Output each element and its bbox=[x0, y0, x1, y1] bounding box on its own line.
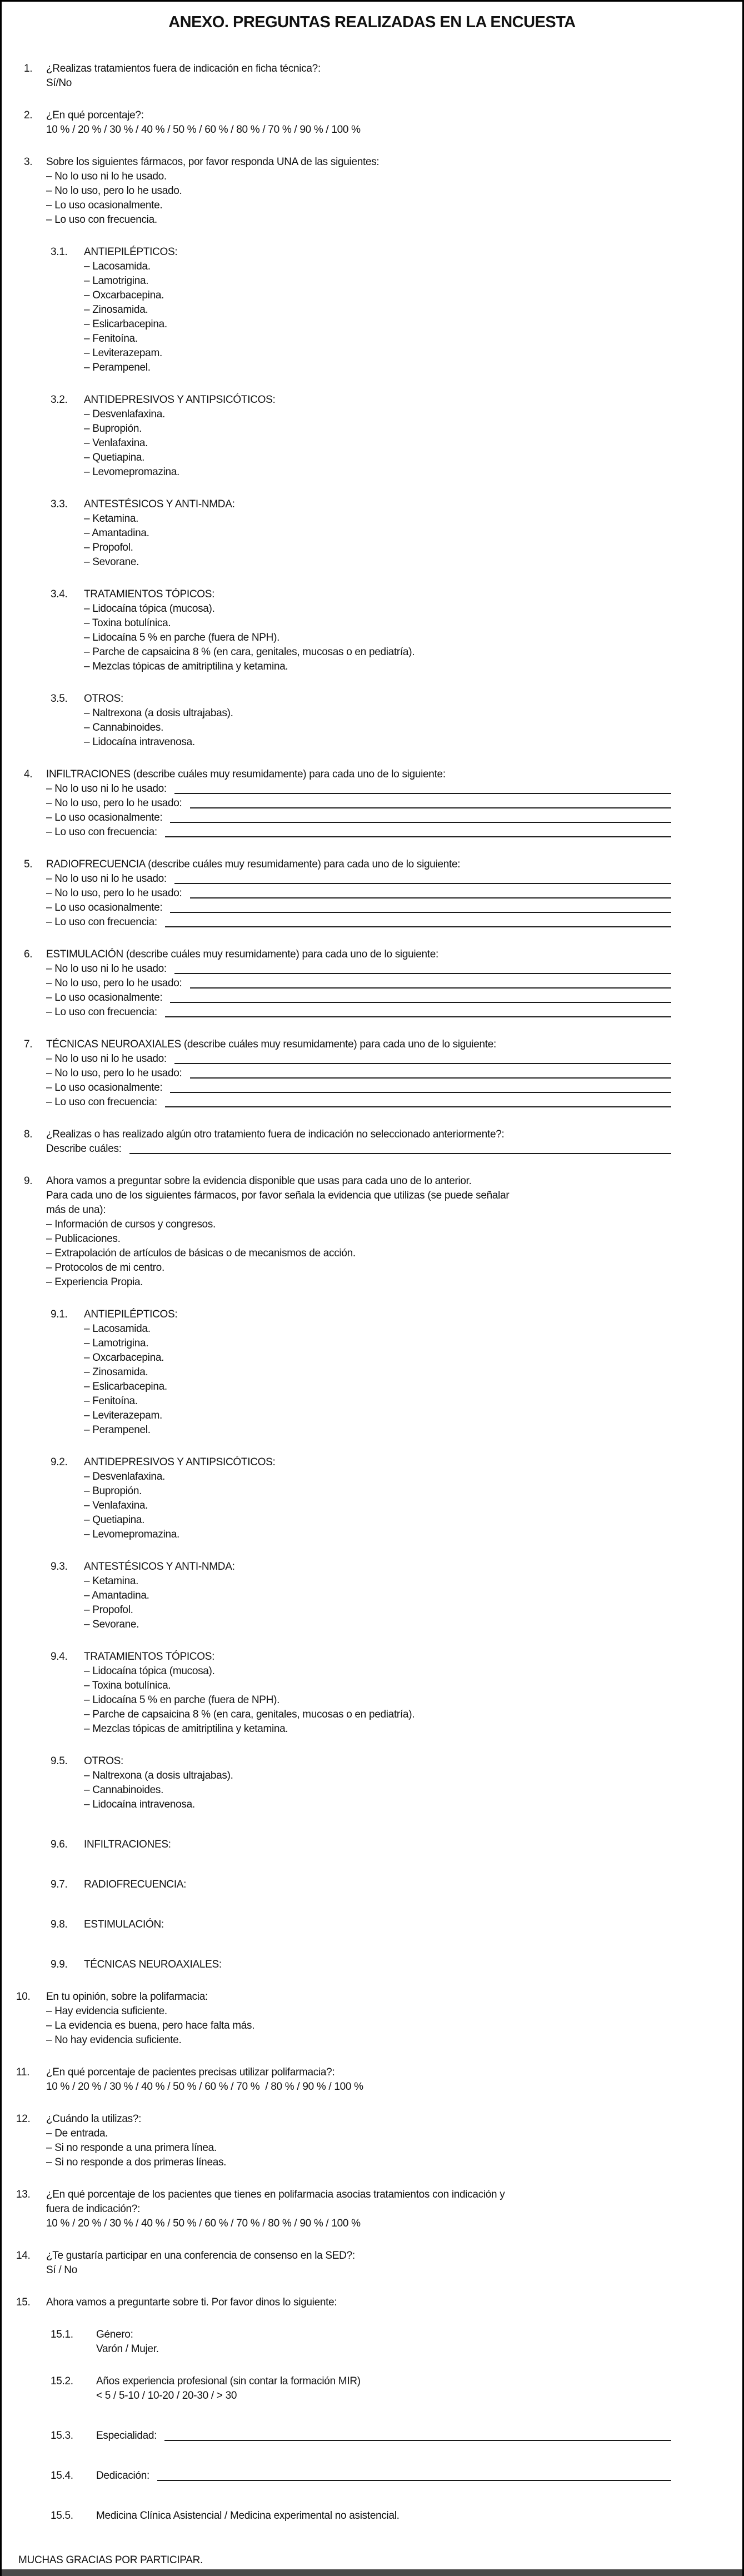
option-line: – No lo uso, pero lo he usado. bbox=[46, 185, 182, 197]
fill-in-label: – Lo uso ocasionalmente: bbox=[46, 902, 163, 913]
percentage-options: 10 % / 20 % / 30 % / 40 % / 50 % / 60 % / 70 % / 80 % / 90 % / 100 % bbox=[46, 2081, 363, 2093]
subsection-title: TÉCNICAS NEUROAXIALES: bbox=[84, 1959, 222, 1970]
drug-item: – Lidocaína 5 % en parche (fuera de NPH). bbox=[84, 1694, 280, 1706]
subsection-number: 3.3. bbox=[51, 498, 68, 510]
question-text: Sobre los siguientes fármacos, por favor responda UNA de las siguientes: bbox=[46, 156, 380, 168]
drug-item: – Venlafaxina. bbox=[84, 437, 148, 449]
page-title: ANEXO. PREGUNTAS REALIZADAS EN LA ENCUESTA bbox=[168, 13, 576, 31]
question-9 bbox=[24, 1174, 720, 1290]
question-1 bbox=[24, 62, 720, 91]
question-13 bbox=[16, 2188, 720, 2231]
question-text: ¿Te gustaría participar en una conferencia de consenso en la SED?: bbox=[46, 2250, 355, 2262]
drug-item: – Lamotrigina. bbox=[84, 275, 149, 287]
fill-in-label: – Lo uso ocasionalmente: bbox=[46, 1082, 163, 1094]
subsection-title: OTROS: bbox=[84, 693, 124, 705]
document-content bbox=[2, 2, 742, 2568]
question-number: 12. bbox=[16, 2113, 31, 2125]
question-text: ¿En qué porcentaje de pacientes precisas utilizar polifarmacia?: bbox=[46, 2066, 335, 2078]
question-number: 13. bbox=[16, 2189, 31, 2200]
subsection-number: 9.5. bbox=[51, 1755, 68, 1767]
question-7 bbox=[24, 1037, 720, 1110]
question-text: RADIOFRECUENCIA (describe cuáles muy resumidamente) para cada uno de lo siguiente: bbox=[46, 858, 461, 870]
subsection-number: 9.3. bbox=[51, 1561, 68, 1572]
fill-in-label: – No lo uso ni lo he usado: bbox=[46, 783, 167, 795]
fill-in-line bbox=[24, 1081, 720, 1095]
drug-item: – Ketamina. bbox=[84, 513, 139, 525]
subsection-heading bbox=[24, 2328, 720, 2342]
drug-item: – Eslicarbacepina. bbox=[84, 1381, 167, 1392]
drug-item: – Desvenlafaxina. bbox=[84, 1471, 165, 1482]
fill-in-label: – Lo uso con frecuencia: bbox=[46, 1096, 157, 1108]
question-3 bbox=[24, 155, 720, 227]
question-number: 3. bbox=[24, 156, 33, 168]
drug-item: – Lamotrigina. bbox=[84, 1337, 149, 1349]
subsection-title: Años experiencia profesional (sin contar la formación MIR) bbox=[96, 2375, 361, 2387]
subsection-15-1 bbox=[24, 2328, 720, 2357]
question-text: ESTIMULACIÓN (describe cuáles muy resumidamente) para cada uno de lo siguiente: bbox=[46, 948, 439, 960]
question-text: En tu opinión, sobre la polifarmacia: bbox=[46, 1991, 208, 2003]
fill-in-label: – No lo uso, pero lo he usado: bbox=[46, 797, 182, 809]
fill-in-line bbox=[24, 1005, 720, 1020]
subsection-3-5 bbox=[24, 692, 720, 750]
drug-item: – Propofol. bbox=[84, 542, 133, 553]
drug-item: – Toxina botulínica. bbox=[84, 617, 171, 629]
question-number: 14. bbox=[16, 2250, 31, 2262]
drug-item: – Cannabinoides. bbox=[84, 722, 164, 733]
fill-in-label: – Lo uso con frecuencia: bbox=[46, 916, 157, 928]
question-number: 11. bbox=[16, 2066, 30, 2078]
subsection-heading bbox=[24, 1307, 720, 1322]
option-line: – Hay evidencia suficiente. bbox=[46, 2005, 167, 2017]
question-number: 5. bbox=[24, 858, 33, 870]
subsection-title: TRATAMIENTOS TÓPICOS: bbox=[84, 588, 215, 600]
subsection-number: 9.9. bbox=[51, 1959, 68, 1970]
subsection-number: 3.1. bbox=[51, 246, 68, 258]
blank-underline bbox=[170, 911, 671, 913]
subsection-number: 9.4. bbox=[51, 1651, 68, 1663]
subsection-heading bbox=[24, 497, 720, 512]
fill-in-label: Describe cuáles: bbox=[46, 1143, 122, 1155]
subsection-heading bbox=[24, 1754, 720, 1769]
question-10 bbox=[16, 1990, 720, 2048]
question-line bbox=[16, 2112, 720, 2126]
question-line bbox=[16, 2188, 720, 2202]
fill-in-line bbox=[24, 901, 720, 915]
fill-in-line bbox=[24, 886, 720, 901]
question-line bbox=[16, 2295, 720, 2310]
subsection-title: Género: bbox=[96, 2329, 133, 2340]
question-text-continued: Para cada uno de los siguientes fármacos, por favor señala la evidencia que utilizas (se puede señalar bbox=[46, 1190, 510, 1201]
answer-options: < 5 / 5-10 / 10-20 / 20-30 / > 30 bbox=[96, 2390, 237, 2402]
fill-in-line bbox=[24, 1052, 720, 1066]
blank-underline bbox=[190, 987, 671, 989]
subsection-3-1 bbox=[24, 245, 720, 375]
option-line: – Protocolos de mi centro. bbox=[46, 1262, 164, 1274]
subsection-title: ANTIDEPRESIVOS Y ANTIPSICÓTICOS: bbox=[84, 1456, 276, 1468]
subsection-3-3 bbox=[24, 497, 720, 570]
drug-item: – Leviterazepam. bbox=[84, 1410, 162, 1421]
subsection-title: ANTIDEPRESIVOS Y ANTIPSICÓTICOS: bbox=[84, 394, 276, 406]
percentage-options: 10 % / 20 % / 30 % / 40 % / 50 % / 60 % / 80 % / 70 % / 90 % / 100 % bbox=[46, 124, 361, 136]
question-line bbox=[16, 2249, 720, 2263]
subsection-title: ANTIEPILÉPTICOS: bbox=[84, 1309, 178, 1320]
subsection-9-6 bbox=[24, 1838, 720, 1852]
option-line: – Lo uso ocasionalmente. bbox=[46, 199, 163, 211]
question-line bbox=[24, 947, 720, 962]
question-6 bbox=[24, 947, 720, 1020]
drug-item: – Mezclas tópicas de amitriptilina y ketamina. bbox=[84, 661, 288, 672]
drug-item: – Levomepromazina. bbox=[84, 466, 180, 478]
question-number: 4. bbox=[24, 768, 33, 780]
bottom-scan-edge bbox=[0, 2569, 744, 2576]
question-text: Ahora vamos a preguntar sobre la evidencia disponible que usas para cada uno de lo anterior. bbox=[46, 1175, 472, 1187]
drug-item: – Propofol. bbox=[84, 1604, 133, 1616]
subsection-title: TRATAMIENTOS TÓPICOS: bbox=[84, 1651, 215, 1663]
drug-item: – Lidocaína intravenosa. bbox=[84, 736, 195, 748]
drug-item: – Quetiapina. bbox=[84, 452, 145, 463]
subsection-number: 15.3. bbox=[51, 2430, 73, 2442]
question-5 bbox=[24, 857, 720, 930]
fill-in-label: – Lo uso ocasionalmente: bbox=[46, 812, 163, 823]
drug-item: – Mezclas tópicas de amitriptilina y ketamina. bbox=[84, 1723, 288, 1735]
blank-underline bbox=[174, 1062, 671, 1064]
question-text: TÉCNICAS NEUROAXIALES (describe cuáles muy resumidamente) para cada uno de lo siguiente: bbox=[46, 1039, 496, 1050]
subsection-title: RADIOFRECUENCIA: bbox=[84, 1879, 187, 1890]
blank-underline bbox=[190, 807, 671, 808]
subsection-9-4 bbox=[24, 1650, 720, 1736]
drug-item: – Venlafaxina. bbox=[84, 1500, 148, 1511]
subsection-number: 9.2. bbox=[51, 1456, 68, 1468]
subsection-number: 3.4. bbox=[51, 588, 68, 600]
question-14 bbox=[16, 2249, 720, 2278]
fill-in-line bbox=[24, 1066, 720, 1081]
fill-in-line bbox=[24, 782, 720, 796]
subsection-9-1 bbox=[24, 1307, 720, 1437]
fill-in-line bbox=[24, 872, 720, 886]
subsection-number: 15.1. bbox=[51, 2329, 73, 2340]
subsection-9-5 bbox=[24, 1754, 720, 1812]
subsection-15-2 bbox=[24, 2374, 720, 2403]
drug-item: – Parche de capsaicina 8 % (en cara, genitales, mucosas o en pediatría). bbox=[84, 646, 415, 658]
answer-options: Varón / Mujer. bbox=[96, 2343, 159, 2355]
blank-underline bbox=[174, 882, 671, 884]
fill-in-line bbox=[24, 1095, 720, 1110]
subsection-heading bbox=[24, 1838, 720, 1852]
subsection-title: OTROS: bbox=[84, 1755, 124, 1767]
subsection-title: ESTIMULACIÓN: bbox=[84, 1919, 164, 1930]
blank-underline bbox=[164, 2439, 671, 2441]
fill-in-line bbox=[24, 915, 720, 930]
question-line bbox=[24, 857, 720, 872]
blank-underline bbox=[129, 1152, 671, 1154]
question-text: ¿Realizas tratamientos fuera de indicación en ficha técnica?: bbox=[46, 63, 321, 74]
blank-underline bbox=[190, 1077, 671, 1079]
question-line bbox=[24, 62, 720, 76]
drug-item: – Zinosamida. bbox=[84, 1366, 148, 1378]
subsection-9-7 bbox=[24, 1878, 720, 1892]
drug-item: – Amantadina. bbox=[84, 1590, 149, 1601]
subsection-title: ANTESTÉSICOS Y ANTI-NMDA: bbox=[84, 1561, 235, 1572]
subsection-number: 15.5. bbox=[51, 2510, 73, 2522]
fill-in-line bbox=[24, 2469, 720, 2483]
fill-in-label: – Lo uso ocasionalmente: bbox=[46, 992, 163, 1004]
question-text-continued: fuera de indicación?: bbox=[46, 2203, 141, 2215]
subsection-number: 9.8. bbox=[51, 1919, 68, 1930]
subsection-15-5 bbox=[24, 2509, 720, 2523]
subsection-heading bbox=[24, 692, 720, 706]
blank-underline bbox=[165, 836, 671, 837]
drug-item: – Zinosamida. bbox=[84, 304, 148, 316]
fill-in-label: – No lo uso, pero lo he usado: bbox=[46, 887, 182, 899]
option-line: – Si no responde a dos primeras líneas. bbox=[46, 2156, 227, 2168]
blank-underline bbox=[174, 792, 671, 794]
fill-in-label: – Lo uso con frecuencia: bbox=[46, 826, 157, 838]
subsection-title: INFILTRACIONES: bbox=[84, 1839, 171, 1850]
subsection-heading bbox=[24, 1958, 720, 1972]
question-line bbox=[24, 1174, 720, 1189]
subsection-15-3 bbox=[24, 2429, 720, 2443]
question-15 bbox=[16, 2295, 720, 2310]
option-line: – Extrapolación de artículos de básicas o de mecanismos de acción. bbox=[46, 1247, 356, 1259]
blank-underline bbox=[170, 821, 671, 823]
subsection-heading bbox=[24, 393, 720, 407]
fill-in-label: Especialidad: bbox=[96, 2430, 157, 2442]
drug-item: – Levomepromazina. bbox=[84, 1529, 180, 1540]
subsection-3-2 bbox=[24, 393, 720, 480]
subsection-number: 15.4. bbox=[51, 2470, 73, 2482]
subsection-title: ANTESTÉSICOS Y ANTI-NMDA: bbox=[84, 498, 235, 510]
drug-item: – Lidocaína 5 % en parche (fuera de NPH). bbox=[84, 632, 280, 643]
drug-item: – Naltrexona (a dosis ultrajabas). bbox=[84, 707, 233, 719]
subsection-heading bbox=[24, 1455, 720, 1470]
option-line: – De entrada. bbox=[46, 2128, 108, 2139]
fill-in-label: – No lo uso ni lo he usado: bbox=[46, 1053, 167, 1065]
question-number: 10. bbox=[16, 1991, 31, 2003]
drug-item: – Bupropión. bbox=[84, 1485, 142, 1497]
question-line bbox=[16, 2065, 720, 2080]
question-number: 9. bbox=[24, 1175, 33, 1187]
fill-in-label: – No lo uso, pero lo he usado: bbox=[46, 977, 182, 989]
blank-underline bbox=[157, 2479, 671, 2481]
drug-item: – Naltrexona (a dosis ultrajabas). bbox=[84, 1770, 233, 1781]
option-line: – Publicaciones. bbox=[46, 1233, 121, 1245]
question-line bbox=[24, 155, 720, 169]
question-number: 1. bbox=[24, 63, 33, 74]
subsection-heading bbox=[24, 2509, 720, 2523]
blank-underline bbox=[170, 1001, 671, 1003]
drug-item: – Ketamina. bbox=[84, 1575, 139, 1587]
question-text-continued: más de una): bbox=[46, 1204, 106, 1216]
subsection-number: 9.7. bbox=[51, 1879, 68, 1890]
drug-item: – Sevorane. bbox=[84, 1619, 139, 1630]
subsection-title: ANTIEPILÉPTICOS: bbox=[84, 246, 178, 258]
question-number: 2. bbox=[24, 109, 33, 121]
question-number: 7. bbox=[24, 1039, 33, 1050]
subsection-number: 9.6. bbox=[51, 1839, 68, 1850]
drug-item: – Toxina botulínica. bbox=[84, 1680, 171, 1691]
question-line bbox=[24, 108, 720, 123]
drug-item: – Quetiapina. bbox=[84, 1514, 145, 1526]
closing-thanks: MUCHAS GRACIAS POR PARTICIPAR. bbox=[18, 2554, 203, 2566]
subsection-heading bbox=[24, 2374, 720, 2389]
blank-underline bbox=[190, 897, 671, 898]
question-line bbox=[16, 1990, 720, 2004]
subsection-heading bbox=[24, 1918, 720, 1932]
drug-item: – Parche de capsaicina 8 % (en cara, genitales, mucosas o en pediatría). bbox=[84, 1709, 415, 1720]
drug-item: – Lidocaína tópica (mucosa). bbox=[84, 1665, 215, 1677]
subsection-15-4 bbox=[24, 2469, 720, 2483]
question-11 bbox=[16, 2065, 720, 2094]
drug-item: – Lidocaína tópica (mucosa). bbox=[84, 603, 215, 615]
drug-item: – Perampenel. bbox=[84, 1424, 151, 1436]
blank-underline bbox=[165, 1106, 671, 1107]
subsection-9-9 bbox=[24, 1958, 720, 1972]
drug-item: – Cannabinoides. bbox=[84, 1784, 164, 1796]
fill-in-label: Dedicación: bbox=[96, 2470, 149, 2482]
drug-item: – Amantadina. bbox=[84, 527, 149, 539]
blank-underline bbox=[165, 1016, 671, 1017]
option-line: – Información de cursos y congresos. bbox=[46, 1219, 216, 1230]
question-line bbox=[24, 1037, 720, 1052]
question-line bbox=[24, 767, 720, 782]
fill-in-line bbox=[24, 991, 720, 1005]
question-number: 8. bbox=[24, 1129, 33, 1140]
question-12 bbox=[16, 2112, 720, 2170]
subsection-heading bbox=[24, 1878, 720, 1892]
option-line: – No hay evidencia suficiente. bbox=[46, 2034, 182, 2046]
drug-item: – Desvenlafaxina. bbox=[84, 408, 165, 420]
fill-in-label: – No lo uso ni lo he usado: bbox=[46, 873, 167, 885]
drug-item: – Lacosamida. bbox=[84, 1323, 151, 1335]
subsection-heading bbox=[24, 587, 720, 602]
drug-item: – Oxcarbacepina. bbox=[84, 289, 164, 301]
question-text: ¿Realizas o has realizado algún otro tratamiento fuera de indicación no seleccionado anteriormente?: bbox=[46, 1129, 505, 1140]
option-line: – Lo uso con frecuencia. bbox=[46, 214, 157, 226]
option-line: – No lo uso ni lo he usado. bbox=[46, 171, 167, 182]
subsection-number: 15.2. bbox=[51, 2375, 73, 2387]
fill-in-label: – No lo uso, pero lo he usado: bbox=[46, 1067, 182, 1079]
blank-underline bbox=[174, 972, 671, 974]
question-text: ¿En qué porcentaje de los pacientes que tienes en polifarmacia asocias tratamientos con indicación y bbox=[46, 2189, 505, 2200]
option-line: – La evidencia es buena, pero hace falta más. bbox=[46, 2020, 255, 2031]
drug-item: – Perampenel. bbox=[84, 362, 151, 373]
subsection-number: 9.1. bbox=[51, 1309, 68, 1320]
question-text: ¿Cuándo la utilizas?: bbox=[46, 2113, 142, 2125]
drug-item: – Lacosamida. bbox=[84, 261, 151, 272]
subsection-9-8 bbox=[24, 1918, 720, 1932]
fill-in-line bbox=[24, 976, 720, 991]
question-text: ¿En qué porcentaje?: bbox=[46, 109, 144, 121]
fill-in-line bbox=[24, 825, 720, 840]
option-line: – Si no responde a una primera línea. bbox=[46, 2142, 217, 2154]
question-8 bbox=[24, 1127, 720, 1156]
percentage-options: 10 % / 20 % / 30 % / 40 % / 50 % / 60 % / 70 % / 80 % / 90 % / 100 % bbox=[46, 2218, 361, 2229]
question-4 bbox=[24, 767, 720, 840]
fill-in-line bbox=[24, 962, 720, 976]
answer-options: Sí / No bbox=[46, 2264, 77, 2276]
subsection-heading bbox=[24, 245, 720, 259]
drug-item: – Sevorane. bbox=[84, 556, 139, 568]
drug-item: – Fenitoína. bbox=[84, 333, 138, 345]
fill-in-label: – No lo uso ni lo he usado: bbox=[46, 963, 167, 975]
subsection-9-3 bbox=[24, 1560, 720, 1632]
blank-underline bbox=[165, 926, 671, 927]
question-2 bbox=[24, 108, 720, 137]
fill-in-line bbox=[24, 811, 720, 825]
subsection-heading bbox=[24, 1560, 720, 1574]
subsection-number: 3.5. bbox=[51, 693, 68, 705]
answer-options: Sí/No bbox=[46, 77, 72, 89]
drug-item: – Bupropión. bbox=[84, 423, 142, 435]
subsection-title: Medicina Clínica Asistencial / Medicina experimental no asistencial. bbox=[96, 2510, 400, 2522]
option-line: – Experiencia Propia. bbox=[46, 1276, 143, 1288]
subsection-number: 3.2. bbox=[51, 394, 68, 406]
question-text: INFILTRACIONES (describe cuáles muy resumidamente) para cada uno de lo siguiente: bbox=[46, 768, 446, 780]
fill-in-line bbox=[24, 1142, 720, 1156]
drug-item: – Fenitoína. bbox=[84, 1395, 138, 1407]
fill-in-label: – Lo uso con frecuencia: bbox=[46, 1006, 157, 1018]
fill-in-line bbox=[24, 2429, 720, 2443]
question-line bbox=[24, 1127, 720, 1142]
question-number: 6. bbox=[24, 948, 33, 960]
subsection-9-2 bbox=[24, 1455, 720, 1542]
subsection-3-4 bbox=[24, 587, 720, 674]
drug-item: – Oxcarbacepina. bbox=[84, 1352, 164, 1364]
blank-underline bbox=[170, 1091, 671, 1093]
drug-item: – Leviterazepam. bbox=[84, 347, 162, 359]
question-number: 15. bbox=[16, 2297, 31, 2308]
drug-item: – Eslicarbacepina. bbox=[84, 318, 167, 330]
fill-in-line bbox=[24, 796, 720, 811]
drug-item: – Lidocaína intravenosa. bbox=[84, 1799, 195, 1810]
subsection-heading bbox=[24, 1650, 720, 1664]
question-text: Ahora vamos a preguntarte sobre ti. Por favor dinos lo siguiente: bbox=[46, 2297, 337, 2308]
